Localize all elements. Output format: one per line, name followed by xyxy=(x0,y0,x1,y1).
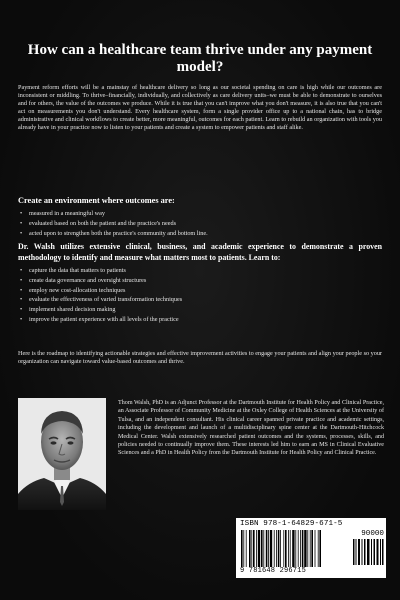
barcode-bar xyxy=(268,530,269,567)
barcode-bar xyxy=(315,530,316,567)
cover-headline: How can a healthcare team thrive under any payment model? xyxy=(27,42,373,75)
isbn-barcode-block xyxy=(236,518,386,578)
intro-paragraph: Payment reform efforts will be a mainstay of healthcare delivery so long as our societal spending on care is high while our outcomes are inconsistent or middling. To thrive–financially, individually, and collectively as care delivery units–we must be able to demonstrate to ourselves and for others, the value of the outcomes we produce. While it is true that you can't improve what you don't measure, it is also true that you can't act on measurements you don't understand. Every healthcare system, form a single provider office up to a national chain, has to bridge administrative and clinical workflows to create better, more meaningful, outcomes for each patient. Learn to rebuild an organization with tools you already have in your practice now to listen to your patients and create a system to empower patients and staff alike. xyxy=(18,84,382,132)
outcomes-heading: Create an environment where outcomes are: xyxy=(18,196,175,205)
barcode-bar xyxy=(310,530,311,567)
barcode-bar xyxy=(246,530,247,567)
barcode-bar xyxy=(276,530,277,567)
list-item: • measured in a meaningful way xyxy=(18,209,378,219)
learn-to-heading: Dr. Walsh utilizes extensive clinical, business, and academic experience to demonstrate a proven methodology to identify and measure what matters most to patients. Learn to: xyxy=(18,242,382,262)
barcode-bar xyxy=(283,530,284,567)
price-code: 90000 xyxy=(361,530,384,538)
isbn-number: ISBN 978-1-64829-671-5 xyxy=(240,520,343,528)
author-portrait-image xyxy=(18,398,106,510)
list-item: • create data governance and oversight structures xyxy=(18,276,378,286)
author-photo xyxy=(18,398,106,510)
barcode-bar xyxy=(304,530,306,567)
barcode-bar xyxy=(263,530,264,567)
barcode-bar xyxy=(318,530,319,567)
list-item: • acted upon to strengthen both the practice's community and bottom line. xyxy=(18,229,378,239)
list-item: • evaluated based on both the patient and the practice's needs xyxy=(18,219,378,229)
barcode-bar xyxy=(256,530,257,567)
barcode-bar xyxy=(288,530,289,567)
list-item: • employ new cost-allocation techniques xyxy=(18,286,378,296)
barcode-bar xyxy=(290,530,291,567)
barcode-bar xyxy=(307,530,308,567)
ean-number: 9 781648 296715 xyxy=(240,567,307,575)
barcode-bar xyxy=(302,530,304,567)
barcode-bar xyxy=(258,530,260,567)
list-item: • capture the data that matters to patients xyxy=(18,266,378,276)
barcode-bar xyxy=(280,530,281,567)
list-item: • improve the patient experience with all levels of the practice xyxy=(18,315,378,325)
barcode-bar xyxy=(285,530,287,567)
list-item: • implement shared decision making xyxy=(18,305,378,315)
price-barcode-image xyxy=(352,539,384,565)
barcode-bar xyxy=(266,530,268,567)
barcode-bar xyxy=(295,530,296,567)
outcomes-list xyxy=(18,209,378,238)
barcode-bar xyxy=(278,530,280,567)
closing-paragraph: Here is the roadmap to identifying actionable strategies and effective improvement activities to engage your patients and align your people so your organization can navigate toward value-based outcomes and thrive. xyxy=(18,350,382,366)
learn-to-list xyxy=(18,266,378,325)
list-item: • evaluate the effectiveness of varied transformation techniques xyxy=(18,295,378,305)
barcode-bar xyxy=(249,530,251,567)
barcode-bar xyxy=(319,530,321,567)
barcode-bar xyxy=(241,530,243,567)
barcode-bar xyxy=(311,530,313,567)
barcode-bar xyxy=(274,530,275,567)
author-bio: Thom Walsh, PhD is an Adjunct Professor at the Dartmouth Institute for Health Policy and Clinical Practice, an Associate Professor of Community Medicine at the Oxley College of Health Sciences at the University of Tulsa, and an independent consultant. His clinical career spanned private practice and academic settings, including the development and launch of a multidisciplinary spine center at the Dartmouth-Hitchcock Medical Center. Walsh extensively researched patient outcomes and the systems, processes, skills, and policies needed to continually improve them. These interests led him to earn an MS in Clinical Evaluative Sciences and a PhD in Health Policy from the Dartmouth Institute for Health Policy and Clinical Practice. xyxy=(118,400,384,457)
barcode-bar xyxy=(300,530,301,567)
barcode-bar xyxy=(251,530,252,567)
barcode-bar xyxy=(261,530,263,567)
barcode-bar xyxy=(270,530,272,567)
barcode-bar xyxy=(253,530,255,567)
barcode-bar xyxy=(298,530,299,567)
barcode-bar xyxy=(243,530,244,567)
barcode-bar xyxy=(292,530,294,567)
barcode-image xyxy=(240,530,346,567)
